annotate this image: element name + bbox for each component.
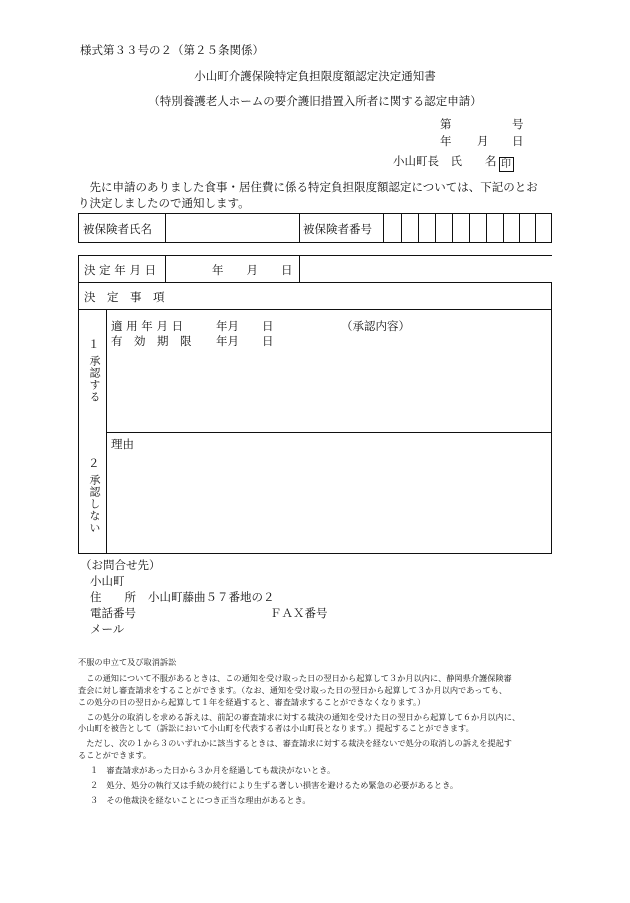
phone-label: 電話番号 [90, 606, 136, 620]
valid-period-value: 年月 日 [216, 334, 274, 348]
decision-items-label: 決 定 事 項 [84, 290, 165, 304]
mayor-label: 小山町長 氏 名 [393, 154, 497, 168]
insured-name-label: 被保険者氏名 [83, 222, 152, 236]
mail-label: メール [90, 622, 125, 636]
mayor-signature [393, 153, 514, 172]
number-prefix: 第 [440, 117, 452, 131]
document-title: 小山町介護保険特定負担限度額認定決定通知書 [194, 69, 436, 83]
approve-text: 承認する [88, 355, 101, 403]
reason-label: 理由 [111, 437, 134, 451]
decision-date-label: 決 定 年 月 日 [84, 263, 157, 277]
approve-number: １ [88, 337, 100, 351]
insured-number-label: 被保険者番号 [303, 222, 372, 236]
seal-icon: 印 [499, 157, 514, 172]
address-label: 住 所 [90, 590, 136, 604]
contact-org: 小山町 [90, 574, 125, 588]
valid-period-label: 有 効 期 限 [111, 334, 192, 348]
appeal-notice [78, 657, 520, 807]
apply-date-value: 年月 日 [216, 319, 274, 333]
date-day: 日 [512, 134, 524, 148]
notice-para3-line1: ただし、次の１から３のいずれかに該当するときは、審査請求に対する裁決を経ないで処分の取消しの訴えを提起す [78, 738, 512, 749]
notice-para3-line2: ることができます。 [78, 750, 152, 761]
notice-item-2: ２ 処分、処分の執行又は手続の続行により生ずる著しい損害を避けるため緊急の必要があるとき。 [90, 780, 459, 791]
notice-para2-line2: 小山町を被告として（訴訟において小山町を代表する者は小山町長となります。）提起することができます。 [78, 723, 474, 734]
notice-item-3: ３ その他裁決を経ないことにつき正当な理由があるとき。 [90, 794, 311, 805]
decision-date-value: 年 月 日 [212, 263, 293, 277]
notice-item-1: １ 審査請求があった日から３か月を経過しても裁決がないとき。 [90, 765, 336, 776]
deny-text: 承認しない [88, 474, 101, 534]
intro-line-1: 先に申請のありました食事・居住費に係る特定負担限度額認定については、下記のとお [78, 180, 538, 194]
contact-heading: （お問合せ先） [80, 558, 161, 572]
form-number: 様式第３３号の２（第２５条関係） [80, 43, 264, 57]
notice-heading: 不服の申立て及び取消訴訟 [78, 657, 177, 667]
date-month: 月 [477, 134, 489, 148]
address-value: 小山町藤曲５７番地の２ [148, 590, 275, 604]
document-subtitle: （特別養護老人ホームの要介護旧措置入所者に関する認定申請） [148, 94, 482, 108]
notice-para1-line3: この処分の日の翌日から起算して１年を経過すると、審査請求することができなくなります。） [78, 696, 426, 707]
fax-label: ＦＡＸ番号 [270, 606, 328, 620]
number-suffix: 号 [512, 117, 524, 131]
approval-content-label: （承認内容） [341, 319, 410, 333]
apply-date-label: 適 用 年 月 日 [111, 319, 184, 333]
date-year: 年 [440, 134, 452, 148]
notice-para1-line2: 査会に対し審査請求をすることができます。（なお、通知を受け取った日の翌日から起算して３か月以内であっても、 [78, 684, 508, 695]
deny-number: ２ [88, 456, 100, 470]
notice-para1-line1: この通知について不服があるときは、この通知を受け取った日の翌日から起算して３か月以内に、静岡県介護保険審 [78, 672, 512, 683]
notice-para2-line1: この処分の取消しを求める訴えは、前記の審査請求に対する裁決の通知を受けた日の翌日から起算して６か月以内に、 [78, 711, 521, 722]
intro-line-2: り決定しましたので通知します。 [78, 196, 250, 210]
